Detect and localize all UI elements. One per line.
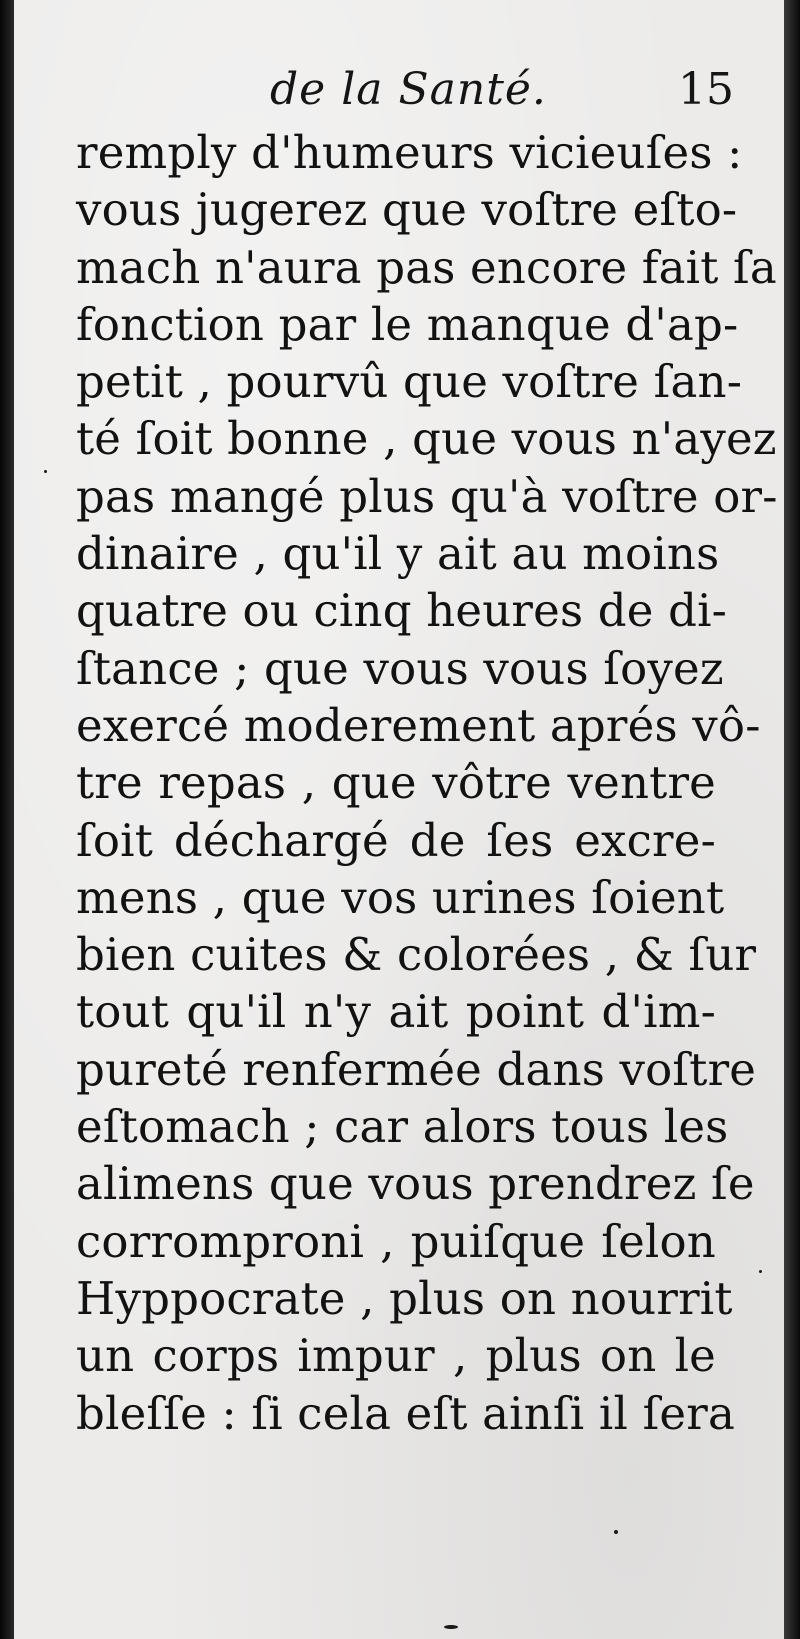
text-line: alimens que vous prendrez ſe [76, 1157, 755, 1211]
text-line: exercé moderement aprés vô- [76, 698, 761, 752]
ink-speck [614, 1530, 618, 1534]
text-line: tre repas , que vôtre ventre [76, 756, 716, 810]
text-line: remply d'humeurs vicieuſes : [76, 126, 743, 179]
text-line: dinaire , qu'il y ait au moins [76, 527, 720, 581]
text-line: bien cuites & colorées , & ſur [76, 928, 757, 982]
body-text [76, 124, 778, 1442]
text-line: quatre ou cinq heures de di- [76, 584, 728, 638]
left-page-edge [0, 0, 14, 1639]
ink-speck [759, 1270, 762, 1273]
text-line: ſtance ; que vous vous ſoyez [76, 641, 724, 695]
text-line: eſtomach ; car alors tous les [76, 1100, 729, 1154]
text-line: pureté renfermée dans voſtre [76, 1042, 757, 1096]
page-number: 15 [678, 64, 734, 115]
text-line: tout qu'il n'y ait point d'im- [76, 985, 716, 1039]
text-line: bleſſe : ſi cela eſt ainſi il ſera [76, 1386, 735, 1440]
text-line: té ſoit bonne , que vous n'ayez [76, 412, 777, 466]
ink-speck [444, 1625, 458, 1629]
text-line: petit , pourvû que voſtre ſan- [76, 355, 743, 409]
right-page-edge [784, 0, 800, 1639]
book-page [14, 0, 784, 1639]
ink-speck [44, 470, 47, 473]
text-line: mens , que vos urines ſoient [76, 870, 725, 924]
running-title: de la Santé. [270, 64, 547, 115]
text-line: corromproni , puiſque ſelon [76, 1214, 716, 1268]
text-line: mach n'aura pas encore fait ſa [76, 240, 777, 294]
text-line: fonction par le manque d'ap- [76, 297, 739, 351]
text-line: ſoit déchargé de ſes excre- [76, 813, 716, 867]
text-line: Hyppocrate , plus on nourrit [76, 1271, 733, 1325]
text-line: un corps impur , plus on le [76, 1329, 716, 1383]
text-line: pas mangé plus qu'à voſtre or- [76, 469, 778, 523]
running-head [14, 64, 784, 124]
text-line: vous jugerez que voſtre eſto- [76, 183, 738, 237]
